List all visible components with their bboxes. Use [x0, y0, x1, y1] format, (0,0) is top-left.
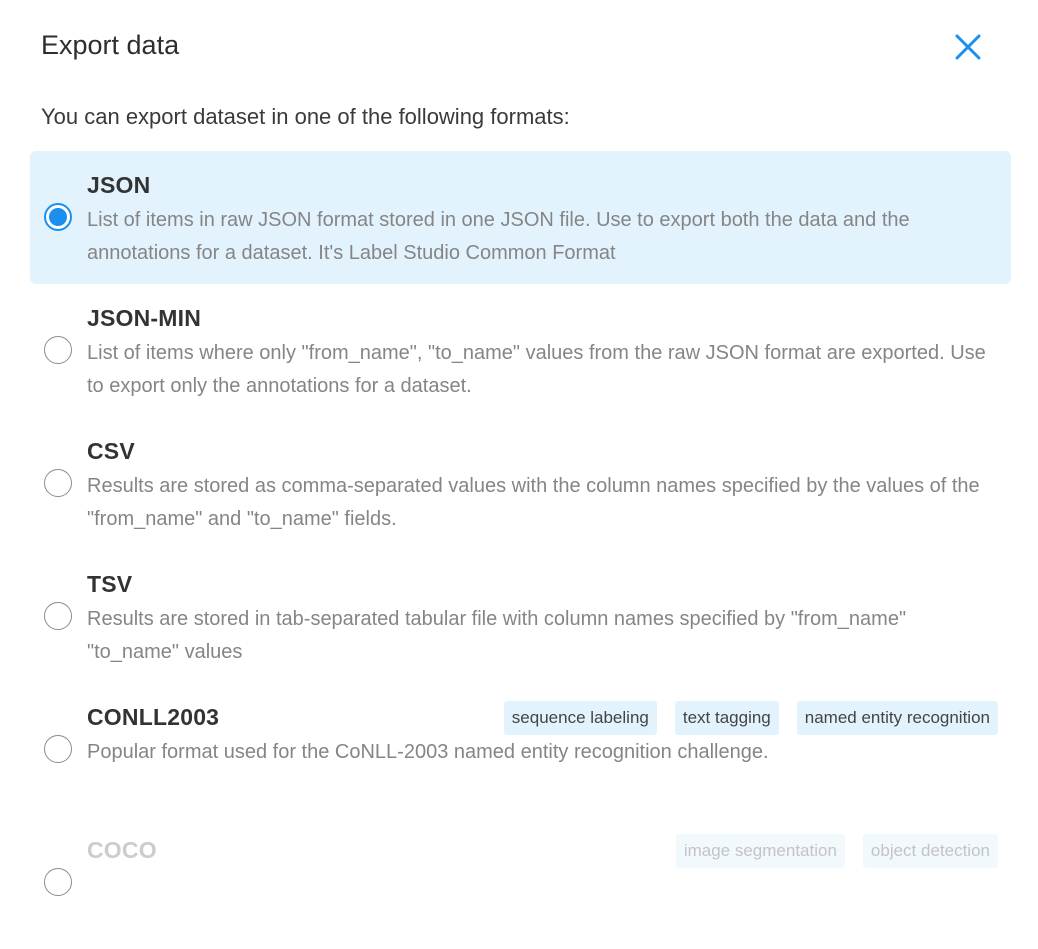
format-radio-json[interactable] [44, 203, 72, 231]
format-radio-conll2003[interactable] [44, 735, 72, 763]
format-description: List of items where only "from_name", "to_name" values from the raw JSON format are exported. Use to export only the annotations for a dataset. [87, 342, 986, 397]
format-option-json-min[interactable] [30, 284, 1011, 417]
format-tags [676, 834, 998, 868]
format-list [30, 151, 1011, 949]
format-description: Results are stored as comma-separated values with the column names specified by the values of the "from_name" and "to_name" fields. [87, 475, 980, 530]
format-description: Popular format used for the CoNLL-2003 named entity recognition challenge. [87, 741, 769, 763]
format-title: COCO [87, 837, 157, 863]
format-tag: text tagging [675, 701, 779, 735]
format-option-tsv[interactable] [30, 550, 1011, 683]
radio-selected-dot [49, 208, 67, 226]
format-tag: image segmentation [676, 834, 845, 868]
format-radio-json-min[interactable] [44, 336, 72, 364]
format-radio-coco[interactable] [44, 868, 72, 896]
format-title: CONLL2003 [87, 704, 220, 730]
format-option-json[interactable] [30, 151, 1011, 284]
format-option-conll2003[interactable] [30, 683, 1011, 816]
format-title: TSV [87, 571, 133, 597]
format-tag: sequence labeling [504, 701, 657, 735]
format-title: JSON [87, 172, 151, 198]
format-description: List of items in raw JSON format stored in one JSON file. Use to export both the data and the annotations for a dataset. It's Label Studio Common Format [87, 209, 910, 264]
format-option-coco[interactable] [30, 816, 1011, 949]
format-tag: object detection [863, 834, 998, 868]
format-tag: named entity recognition [797, 701, 998, 735]
close-icon [951, 30, 985, 64]
format-title: CSV [87, 438, 135, 464]
format-radio-tsv[interactable] [44, 602, 72, 630]
format-radio-csv[interactable] [44, 469, 72, 497]
format-description: Results are stored in tab-separated tabular file with column names specified by "from_name" "to_name" values [87, 608, 907, 663]
dialog-header [41, 26, 1001, 66]
format-option-csv[interactable] [30, 417, 1011, 550]
dialog-title: Export data [41, 30, 180, 60]
intro-text: You can export dataset in one of the following formats: [41, 104, 570, 129]
close-button[interactable] [951, 30, 985, 64]
format-tags [504, 701, 998, 735]
format-title: JSON-MIN [87, 305, 202, 331]
